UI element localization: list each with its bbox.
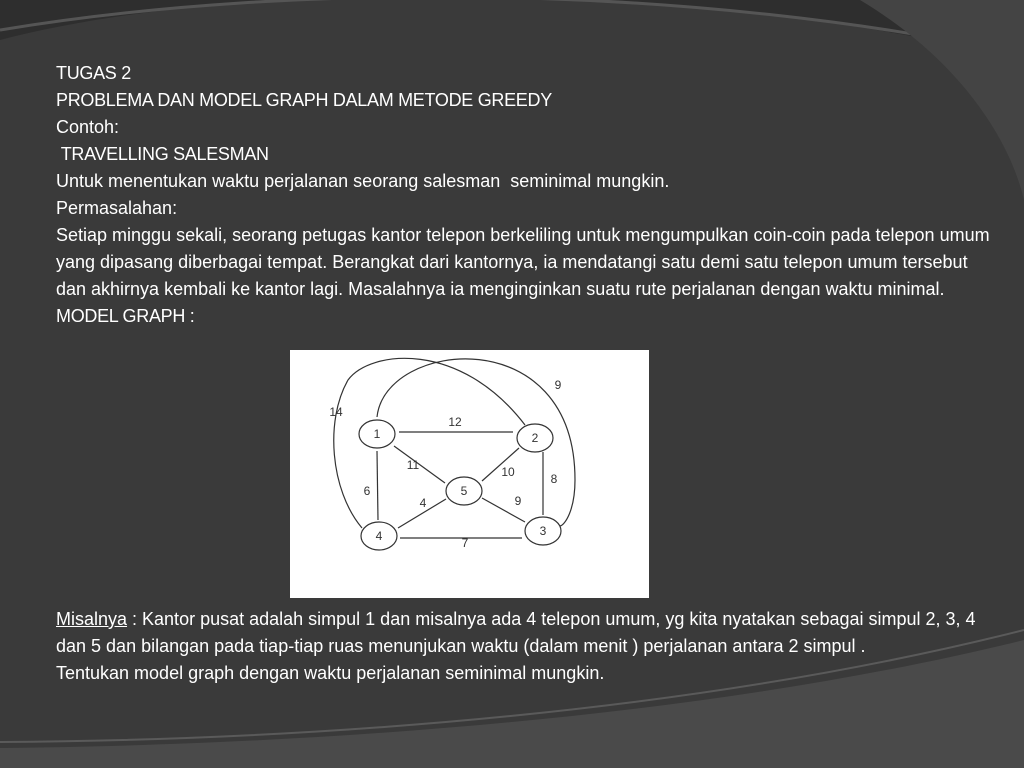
- problem-label: Permasalahan:: [56, 198, 178, 218]
- graph-edge-weight-1-3: 9: [554, 378, 562, 392]
- graph-node-label-3: 3: [539, 524, 547, 538]
- title-line-2: PROBLEMA DAN MODEL GRAPH DALAM METODE GREEDY: [56, 90, 552, 110]
- graph-node-label-4: 4: [375, 529, 383, 543]
- graph-edge-weight-3-5: 9: [514, 494, 522, 508]
- example-paragraph: [56, 606, 996, 660]
- graph-edge-1-4: [377, 451, 378, 520]
- graph-edge-weight-2-3: 8: [550, 472, 558, 486]
- slide-footer-text: [56, 606, 996, 687]
- slide-body: [56, 60, 996, 330]
- graph-edge-weight-4-5: 4: [419, 496, 427, 510]
- graph-diagram: [290, 350, 649, 598]
- graph-node-label-1: 1: [373, 427, 381, 441]
- graph-edge-weight-2-4: 14: [329, 405, 343, 419]
- task-text: Tentukan model graph dengan waktu perjalanan seminimal mungkin.: [56, 663, 605, 683]
- graph-edge-1-5: [394, 446, 445, 483]
- example-text: : Kantor pusat adalah simpul 1 dan misalnya ada 4 telepon umum, yg kita nyatakan sebagai simpul 2, 3, 4 dan 5 dan bilangan pada tiap-tiap ruas menunjukan waktu (dalam menit ) perjalanan antara 2 simpul .: [56, 609, 981, 656]
- graph-node-label-5: 5: [460, 484, 468, 498]
- graph-edge-weight-3-4: 7: [461, 536, 469, 550]
- graph-edge-weight-1-5: 11: [406, 458, 420, 472]
- graph-edge-weight-2-5: 10: [501, 465, 515, 479]
- graph-node-label-2: 2: [531, 431, 539, 445]
- graph-edge-weight-1-2: 12: [448, 415, 462, 429]
- model-label: MODEL GRAPH :: [56, 306, 195, 326]
- title-line-1: TUGAS 2: [56, 63, 131, 83]
- graph-edge-2-4: [334, 358, 525, 528]
- graph-figure: [290, 350, 649, 598]
- example-title: TRAVELLING SALESMAN: [56, 144, 269, 164]
- purpose-text: Untuk menentukan waktu perjalanan seorang salesman seminimal mungkin.: [56, 171, 670, 191]
- example-word: Misalnya: [56, 609, 128, 629]
- example-label: Contoh:: [56, 117, 120, 137]
- graph-edge-weight-1-4: 6: [363, 484, 371, 498]
- problem-text: Setiap minggu sekali, seorang petugas kantor telepon berkeliling untuk mengumpulkan coin-coin pada telepon umum yang dipasang diberbagai tempat. Berangkat dari kantornya, ia mendatangi satu demi satu telepon umum tersebut dan akhirnya kembali ke kantor lagi. Masalahnya ia menginginkan suatu rute perjalanan dengan waktu minimal.: [56, 225, 995, 299]
